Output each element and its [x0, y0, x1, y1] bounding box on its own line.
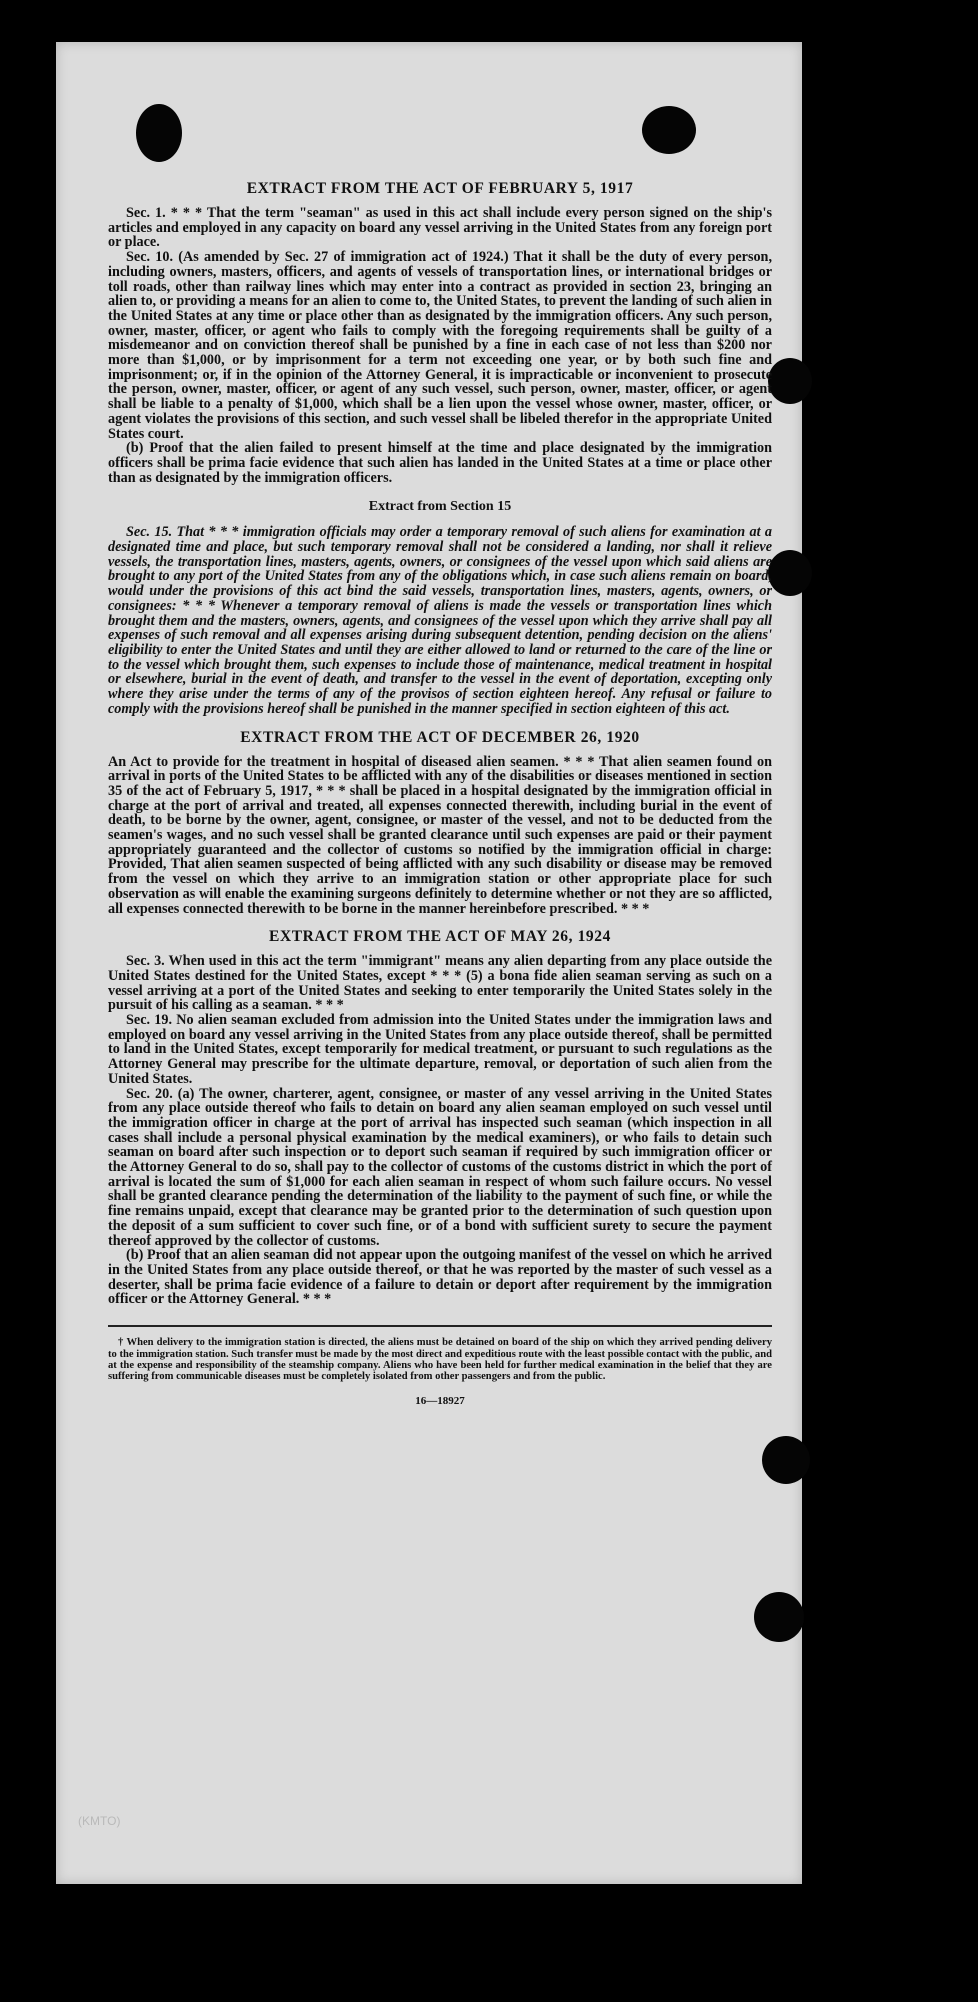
- margin-stamp: (KMTO): [78, 1814, 121, 1828]
- punch-hole-right-4: [754, 1592, 804, 1642]
- section-heading-1924: EXTRACT FROM THE ACT OF MAY 26, 1924: [269, 928, 611, 946]
- paragraph-sec-10-b: (b) Proof that the alien failed to present himself at the time and place designated by the immigration officers shall be prima facie evidence that such alien has landed in the United States at a time or place other than as designated by the immigration officers.: [108, 440, 772, 486]
- footnote: † When delivery to the immigration station is directed, the aliens must be detained on board of the ship on which they arrived pending delivery to the immigration station. Such transfer must be made by the most direct and expeditious route with the least possible contact with the public, and at the expense and responsibility of the steamship company. Aliens who have been held for further medical examination in the belief that they are suffering from communicable diseases must be completely isolated from other passengers and from the public.: [108, 1337, 772, 1383]
- punch-hole-top-right: [642, 106, 696, 154]
- form-number: 16—18927: [415, 1394, 465, 1407]
- punch-hole-top-left: [136, 104, 182, 162]
- section-heading-1917: EXTRACT FROM THE ACT OF FEBRUARY 5, 1917: [246, 180, 634, 197]
- paragraph-sec-10: Sec. 10. (As amended by Sec. 27 of immigration act of 1924.) That it shall be the duty of every person, including owners, masters, officers, and agents of vessels of transportation lines, or international bridges or toll roads, other than railway lines which may enter into a contract as provided in section 23, bringing an alien to, or providing a means for an alien to come to, the United States, to prevent the landing of such alien in the United States at any time or place other than as designated by the immigration officers. Any such person, owner, master, officer, or agent who fails to comply with the foregoing requirements shall be guilty of a misdemeanor and on conviction thereof shall be punished by a fine in each case of not less than $200 nor more than $1,000, or by imprisonment for a term not exceeding one year, or by both such fine and imprisonment; or, if in the opinion of the Attorney General, it is impracticable or inconvenient to prosecute the person, owner, master, officer, or agent of any such vessel, such person, owner, master, officer, or agent shall be liable to a penalty of $1,000, which shall be a lien upon the vessel whose owner, master, officer, or agent violates the provisions of this section, and such vessel shall be libeled therefor in the appropriate United States court.: [108, 249, 772, 442]
- paragraph-sec-20-a: Sec. 20. (a) The owner, charterer, agent, consignee, or master of any vessel arriving in the United States from any place outside thereof who fails to detain on board any alien seaman employed on such vessel until the immigration officer in charge at the port of arrival has inspected such seaman (which inspection in all cases shall include a personal physical examination by the medical examiners), or who fails to detain such seaman on board after such inspection or to deport such seaman if required by such immigration officer or the Attorney General to do so, shall pay to the collector of customs of the customs district in which the port of arrival is located the sum of $1,000 for each alien seaman in respect of whom such failure occurs. No vessel shall be granted clearance pending the determination of the liability to the payment of such fine, or while the fine remains unpaid, except that clearance may be granted prior to the determination of such question upon the deposit of a sum sufficient to cover such fine, or of a bond with sufficient surety to secure the payment thereof approved by the collector of customs.: [108, 1085, 772, 1249]
- footnote-divider: [108, 1325, 772, 1327]
- paragraph-sec-15: Sec. 15. That * * * immigration officials may order a temporary removal of such aliens for examination at a designated time and place, but such temporary removal shall not be considered a landing, nor shall it relieve vessels, the transportation lines, masters, agents, owners, or consignees of the vessel upon which said aliens are brought to any port of the United States from any of the obligations which, in case such aliens remain on board, would under the provisions of this act bind the said vessels, transportation lines, masters, agents, owners, or consignees: * * * Whenever a temporary removal of aliens is made the vessels or transportation lines which brought them and the masters, owners, agents, and consignees of the vessel upon which they arrive shall pay all expenses of such removal and all expenses arising during subsequent detention, pending decision on the aliens' eligibility to enter the United States and until they are either allowed to land or returned to the care of the line or to the vessel which brought them, such expenses to include those of maintenance, medical treatment in hospital or elsewhere, burial in the event of death, and transfer to the vessel in the event of deportation, excepting only where they arise under the terms of any of the provisos of section eighteen hereof. Any refusal or failure to comply with the provisions hereof shall be punished in the manner specified in section eighteen of this act.: [108, 524, 772, 717]
- paragraph-sec-20-b: (b) Proof that an alien seaman did not appear upon the outgoing manifest of the vessel on which he arrived in the United States from any place outside thereof, or that he was reported by the master of such vessel as a deserter, shall be prima facie evidence of a failure to detain or deport after requirement by the immigration officer or the Attorney General. * * *: [108, 1247, 772, 1308]
- punch-hole-right-2: [768, 550, 812, 596]
- section-heading-sec-15: Extract from Section 15: [368, 499, 512, 515]
- document-body: [108, 180, 772, 1407]
- paragraph-act-1920: An Act to provide for the treatment in hospital of diseased alien seamen. * * * That alien seamen found on arrival in ports of the United States to be afflicted with any of the disabilities or diseases mentioned in section 35 of the act of February 5, 1917, * * * shall be placed in a hospital designated by the immigration official in charge at the port of arrival and treated, all expenses connected therewith, including burial in the event of death, to be borne by the owner, agent, consignee, or master of the vessel, and not to be deducted from the seamen's wages, and no such vessel shall be granted clearance until such expenses are paid or their payment appropriately guaranteed and the collector of customs so notified by the immigration official in charge: Provided, That alien seamen suspected of being afflicted with any such disability or disease may be removed from the vessel on which they arrive to an immigration station or other appropriate place for such observation as will enable the examining surgeons definitely to determine whether or not they are so afflicted, all expenses connected therewith to be borne in the manner hereinbefore prescribed. * * *: [108, 753, 772, 917]
- paragraph-sec-3: Sec. 3. When used in this act the term "immigrant" means any alien departing from any place outside the United States destined for the United States, except * * * (5) a bona fide alien seaman serving as such on a vessel arriving at a port of the United States and seeking to enter temporarily the United States solely in the pursuit of his calling as a seaman. * * *: [108, 953, 772, 1014]
- punch-hole-right-1: [768, 358, 812, 404]
- paragraph-sec-19: Sec. 19. No alien seaman excluded from admission into the United States under the immigration laws and employed on board any vessel arriving in the United States from any place outside thereof, shall be permitted to land in the United States, except temporarily for medical treatment, or pursuant to such regulations as the Attorney General may prescribe for the ultimate departure, removal, or deportation of such alien from the United States.: [108, 1012, 772, 1087]
- document-page: [56, 42, 802, 1884]
- punch-hole-right-3: [762, 1436, 810, 1484]
- section-heading-1920: EXTRACT FROM THE ACT OF DECEMBER 26, 1920: [240, 728, 640, 746]
- paragraph-sec-1: Sec. 1. * * * That the term "seaman" as used in this act shall include every person signed on the ship's articles and employed in any capacity on board any vessel arriving in the United States from any foreign port or place.: [108, 205, 772, 251]
